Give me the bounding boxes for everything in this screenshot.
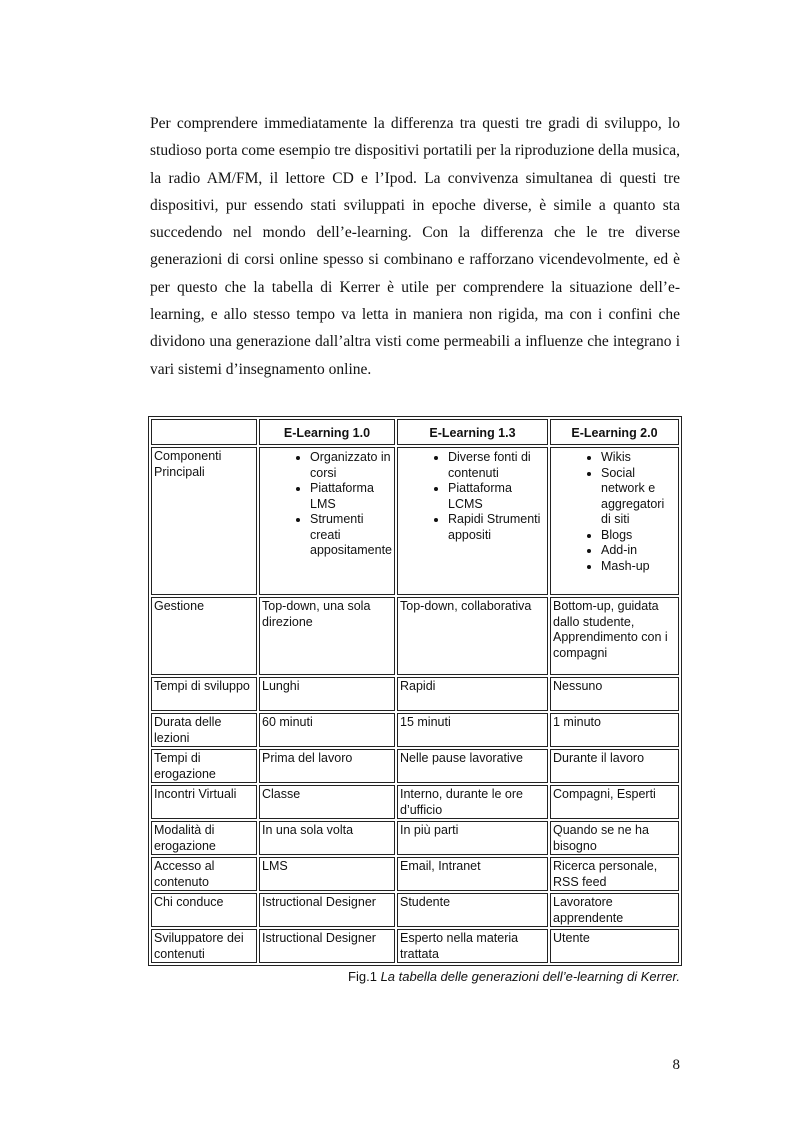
row-label: Tempi di sviluppo bbox=[151, 677, 257, 711]
components-list-1-3 bbox=[400, 450, 545, 543]
table-row bbox=[151, 713, 679, 747]
table-cell: In una sola volta bbox=[259, 821, 395, 855]
table-row bbox=[151, 929, 679, 963]
table-row bbox=[151, 893, 679, 927]
components-list-2-0 bbox=[553, 450, 676, 574]
header-elearning-1-0: E-Learning 1.0 bbox=[259, 419, 395, 445]
list-item: • Strumenti creati appositamente bbox=[310, 512, 392, 559]
table-cell: Nelle pause lavorative bbox=[397, 749, 548, 783]
table-cell: 15 minuti bbox=[397, 713, 548, 747]
table-cell: In più parti bbox=[397, 821, 548, 855]
list-item: • Blogs bbox=[601, 528, 676, 544]
table-cell: Istructional Designer bbox=[259, 893, 395, 927]
table-row bbox=[151, 785, 679, 819]
table-cell: Top-down, una sola direzione bbox=[259, 597, 395, 675]
list-item: • Piattaforma LMS bbox=[310, 481, 392, 512]
table-cell: Istructional Designer bbox=[259, 929, 395, 963]
row-label: Modalità di erogazione bbox=[151, 821, 257, 855]
list-item: • Diverse fonti di contenuti bbox=[448, 450, 545, 481]
list-item: • Rapidi Strumenti appositi bbox=[448, 512, 545, 543]
table-cell: 60 minuti bbox=[259, 713, 395, 747]
cell-components-2-0 bbox=[550, 447, 679, 595]
row-label: Durata delle lezioni bbox=[151, 713, 257, 747]
header-empty-cell bbox=[151, 419, 257, 445]
figure-caption bbox=[305, 969, 680, 984]
row-label: Componenti Principali bbox=[151, 447, 257, 595]
list-item: • Mash-up bbox=[601, 559, 676, 575]
table-cell: Nessuno bbox=[550, 677, 679, 711]
header-elearning-1-3: E-Learning 1.3 bbox=[397, 419, 548, 445]
table-cell: Prima del lavoro bbox=[259, 749, 395, 783]
elearning-generations-table bbox=[148, 416, 682, 966]
cell-components-1-0 bbox=[259, 447, 395, 595]
components-list-1-0 bbox=[262, 450, 392, 559]
body-paragraph: Per comprendere immediatamente la differenza tra questi tre gradi di sviluppo, lo studioso porta come esempio tre dispositivi portatili per la riproduzione della musica, la radio AM/FM, il lettore CD e l’Ipod. La convivenza simultanea di questi tre dispositivi, pur essendo stati sviluppati in epoche diverse, è simile a quanto sta succedendo nel mondo dell’e-learning. Con la differenza che le tre diverse generazioni di corsi online spesso si combinano e rafforzano vicendevolmente, ed è per questo che la tabella di Kerrer è utile per comprendere la situazione dell’e-learning, e allo stesso tempo va letta in maniera non rigida, ma con i confini che dividono una generazione dall’altra visti come permeabili a influenze che integrano i vari sistemi d’insegnamento online. bbox=[150, 115, 680, 378]
table-cell: Lavoratore apprendente bbox=[550, 893, 679, 927]
table-row bbox=[151, 857, 679, 891]
table-cell: Esperto nella materia trattata bbox=[397, 929, 548, 963]
table-cell: Ricerca personale, RSS feed bbox=[550, 857, 679, 891]
table-row bbox=[151, 677, 679, 711]
table-cell: Durante il lavoro bbox=[550, 749, 679, 783]
list-item: • Piattaforma LCMS bbox=[448, 481, 545, 512]
list-item: • Organizzato in corsi bbox=[310, 450, 392, 481]
header-elearning-2-0: E-Learning 2.0 bbox=[550, 419, 679, 445]
table-cell: Top-down, collaborativa bbox=[397, 597, 548, 675]
table-cell: Utente bbox=[550, 929, 679, 963]
list-item: • Add-in bbox=[601, 543, 676, 559]
table-cell: Lunghi bbox=[259, 677, 395, 711]
table-header-row bbox=[151, 419, 679, 445]
table-row bbox=[151, 821, 679, 855]
table-row bbox=[151, 749, 679, 783]
cell-components-1-3 bbox=[397, 447, 548, 595]
table-cell: Interno, durante le ore d’ufficio bbox=[397, 785, 548, 819]
list-item: • Social network e aggregatori di siti bbox=[601, 466, 676, 528]
generations-table-container bbox=[148, 416, 682, 966]
row-label: Gestione bbox=[151, 597, 257, 675]
table-cell: Compagni, Esperti bbox=[550, 785, 679, 819]
list-item: • Wikis bbox=[601, 450, 676, 466]
table-row bbox=[151, 597, 679, 675]
table-cell: Email, Intranet bbox=[397, 857, 548, 891]
table-cell: Studente bbox=[397, 893, 548, 927]
table-cell: Bottom-up, guidata dallo studente, Apprendimento con i compagni bbox=[550, 597, 679, 675]
row-label: Incontri Virtuali bbox=[151, 785, 257, 819]
caption-title: La tabella delle generazioni dell’e-learning di Kerrer. bbox=[380, 969, 680, 984]
table-row-components bbox=[151, 447, 679, 595]
row-label: Sviluppatore dei contenuti bbox=[151, 929, 257, 963]
table-cell: Classe bbox=[259, 785, 395, 819]
table-cell: LMS bbox=[259, 857, 395, 891]
caption-prefix: Fig.1 bbox=[348, 969, 377, 984]
table-cell: 1 minuto bbox=[550, 713, 679, 747]
page-number: 8 bbox=[672, 1057, 680, 1073]
table-cell: Rapidi bbox=[397, 677, 548, 711]
row-label: Accesso al contenuto bbox=[151, 857, 257, 891]
table-cell: Quando se ne ha bisogno bbox=[550, 821, 679, 855]
row-label: Tempi di erogazione bbox=[151, 749, 257, 783]
row-label: Chi conduce bbox=[151, 893, 257, 927]
